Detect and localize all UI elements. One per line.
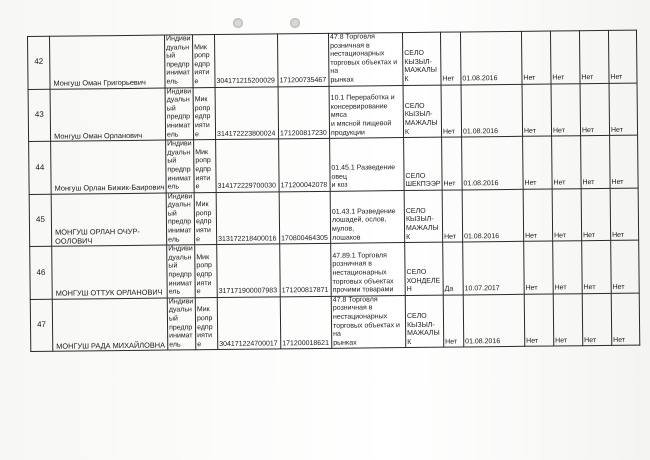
activity-cell-line: лошадей, ослов, мулов, [331, 216, 387, 233]
business-category-line: ропр [196, 262, 212, 270]
activity-cell [331, 243, 406, 296]
row-number: 46 [30, 247, 53, 300]
entity-type-line: ый [168, 262, 178, 270]
punch-hole-left [233, 18, 243, 28]
business-category-line: ияти [196, 279, 212, 287]
locality-cell-line: КЫЗЫЛ- [407, 321, 435, 329]
business-category-line: Мик [195, 148, 209, 156]
flag-cell: Нет [443, 295, 464, 348]
entrepreneur-name: Монгуш Оман Орланович [50, 88, 166, 142]
ogrn-cell: 171200817230 [278, 86, 330, 139]
business-category-line: е [196, 288, 201, 296]
entity-type-line: Индиви [167, 140, 192, 148]
entity-type [167, 245, 196, 298]
activity-cell-line: нестационарных [332, 269, 387, 277]
activity-cell-line: рынках [330, 76, 354, 84]
entity-type-line: ый [166, 105, 176, 113]
ogrn-cell: 171200735467 [277, 33, 329, 86]
business-category [195, 297, 218, 350]
entity-type [166, 140, 195, 193]
col-b-cell: Нет [551, 83, 581, 136]
col-c-cell: Нет [582, 241, 612, 294]
activity-cell-line: торговых объектах [332, 277, 394, 286]
activity-cell-line: 10.1 Переработка и [330, 94, 395, 102]
activity-cell [329, 85, 404, 138]
locality-cell-line: МАЖАЛЫ [407, 329, 440, 338]
entity-type-line: предпр [169, 323, 193, 332]
business-category [195, 245, 218, 298]
business-category-line: ропр [194, 52, 210, 60]
business-category-line: ропр [195, 157, 211, 165]
col-b-cell: Нет [550, 31, 580, 84]
ogrn-cell: 170800464305 [279, 191, 331, 244]
entity-type-line: дуальн [166, 96, 190, 104]
col-d-cell: Нет [610, 135, 639, 188]
entity-type-line: предпр [167, 218, 192, 227]
entity-type-line: ель [166, 78, 178, 86]
date-cell: 01.08.2016 [462, 189, 524, 242]
row-number: 47 [30, 299, 53, 352]
date-cell: 01.08.2016 [462, 136, 524, 189]
entity-type-line: дуальн [168, 306, 192, 314]
business-category-line: ропр [195, 209, 212, 218]
col-c-cell: Нет [582, 293, 612, 346]
business-category-line: е [194, 78, 199, 86]
inn-cell: 313172218400016 [216, 192, 280, 245]
entity-type-line: предпр [166, 113, 191, 121]
business-category-line: ропр [196, 315, 213, 323]
col-c-cell: Нет [581, 136, 611, 189]
business-category-line: е [195, 183, 200, 191]
business-category-line: едпр [194, 60, 210, 69]
row-number: 43 [28, 89, 51, 142]
col-b-cell: Нет [552, 188, 582, 241]
entity-type [167, 298, 196, 351]
locality-cell-line: СЕЛО [406, 312, 427, 321]
business-category [194, 192, 217, 245]
activity-cell-line: прочими товарами [332, 286, 394, 295]
activity-cell-line: 47.89.1 Торговля [332, 252, 387, 260]
locality-cell [403, 85, 441, 138]
business-category-line: Мик [196, 253, 210, 262]
locality-cell-line: СЕЛО [405, 207, 426, 215]
locality-cell-line: СЕЛО [404, 102, 425, 110]
col-c-cell: Нет [581, 188, 611, 241]
entity-type-line: предпр [166, 61, 190, 69]
locality-cell [405, 242, 443, 295]
business-category-line: едпр [194, 113, 211, 121]
flag-cell: Да [443, 242, 464, 295]
activity-cell-line: розничная в [332, 304, 373, 313]
entity-type [166, 192, 195, 245]
col-b-cell: Нет [552, 136, 582, 189]
entity-type-line: инимат [168, 227, 192, 235]
col-b-cell: Нет [553, 241, 583, 294]
entity-type [164, 35, 193, 88]
locality-cell [405, 295, 443, 348]
locality-cell-line: МАЖАЛЫ [404, 67, 437, 75]
col-b-cell: Нет [553, 294, 583, 347]
entity-type-line: инимат [167, 174, 191, 183]
col-c-cell: Нет [580, 83, 610, 136]
locality-cell [402, 32, 440, 85]
date-cell: 01.08.2016 [460, 31, 522, 84]
table-row [28, 30, 637, 89]
activity-cell-line: торговых объектах и на [330, 58, 398, 76]
entity-type-line: ель [168, 288, 181, 296]
entity-type-line: предпр [167, 166, 191, 174]
entity-type-line: инимат [166, 122, 191, 130]
activity-cell-line: розничная в [332, 260, 373, 269]
col-a-cell: Нет [521, 31, 551, 84]
table-row [30, 240, 639, 299]
flag-cell: Нет [442, 190, 463, 243]
col-d-cell: Нет [611, 240, 640, 293]
entrepreneur-name: МОНГУШ РАДА МИХАЙЛОВНА [52, 298, 168, 352]
col-d-cell: Нет [611, 293, 640, 346]
row-number: 45 [29, 194, 52, 247]
business-category-line: Мик [194, 96, 208, 104]
locality-cell-line: СЕЛО [405, 172, 426, 180]
business-category-line: ияти [197, 332, 213, 340]
activity-cell-line: рынках [333, 339, 357, 347]
business-category-line: ияти [194, 122, 210, 130]
business-category-line: едпр [195, 165, 211, 174]
activity-cell-line: лошаков [332, 234, 361, 242]
business-category [194, 140, 217, 193]
date-cell: 01.08.2016 [463, 294, 525, 347]
entity-type-line: ель [168, 236, 180, 244]
activity-cell [330, 190, 405, 243]
entrepreneur-name: Монгуш Орлан Бижик-Баирович [51, 140, 167, 194]
locality-cell-line: СЕЛО [404, 50, 425, 58]
row-number: 42 [28, 36, 51, 89]
entity-type-line: дуальн [168, 254, 192, 262]
col-a-cell: Нет [524, 294, 554, 347]
date-cell: 10.07.2017 [463, 242, 525, 295]
business-category-line: едпр [195, 218, 212, 226]
entity-type-line: ый [167, 157, 177, 165]
inn-cell: 304171215200029 [214, 34, 278, 87]
flag-cell: Нет [442, 137, 463, 190]
business-category-line: ропр [194, 104, 211, 112]
flag-cell: Нет [440, 32, 461, 85]
locality-cell-line: К [404, 75, 409, 84]
inn-cell: 314172223800024 [215, 86, 279, 139]
locality-cell-line: КЫЗЫЛ- [405, 216, 434, 224]
business-category [193, 87, 216, 140]
entrepreneur-name: МОНГУШ ОТТУК ОРЛАНОВИЧ [52, 245, 168, 299]
entity-type-line: дуальн [166, 43, 190, 52]
inn-cell: 314172229700030 [216, 139, 280, 192]
business-category-line: Мик [194, 43, 207, 51]
entity-type-line: Индиви [166, 87, 192, 96]
inn-cell: 304171224700017 [217, 297, 281, 350]
punch-hole-right [290, 18, 300, 28]
entity-type-line: Индиви [166, 35, 191, 43]
col-a-cell: Нет [523, 189, 553, 242]
activity-cell-line: розничная в [330, 42, 370, 50]
locality-cell-line: ХОНДЕЛЕ [406, 277, 441, 285]
entity-type-line: ый [168, 315, 178, 323]
registry-table [27, 30, 640, 353]
entrepreneur-name: МОНГУШ ОРЛАН ОЧУР-ООЛОВИЧ [51, 193, 167, 247]
table-row [28, 83, 637, 142]
business-category-line: е [197, 340, 202, 349]
flag-cell: Нет [441, 85, 462, 138]
entity-type-line: дуальн [167, 201, 191, 209]
col-a-cell: Нет [523, 136, 553, 189]
entity-type-line: Индиви [168, 245, 193, 253]
locality-cell-line: МАЖАЛЫ [404, 119, 438, 127]
entity-type-line: ый [166, 52, 176, 60]
business-category-line: ияти [194, 69, 210, 77]
date-cell: 01.08.2016 [461, 84, 523, 137]
activity-cell-line: консервирование мяса [330, 102, 388, 120]
activity-cell-line: продукции [330, 128, 365, 137]
activity-cell-line: нестационарных [330, 50, 385, 59]
activity-cell [331, 295, 406, 348]
entity-type-line: предпр [168, 271, 192, 279]
activity-cell-line: 47.8 Торговля [332, 296, 378, 304]
activity-cell-line: 01.43.1 Разведение [331, 208, 396, 216]
entity-type-line: ель [167, 130, 179, 139]
col-c-cell: Нет [579, 30, 609, 83]
activity-cell-line: нестационарных [332, 313, 388, 321]
ogrn-cell: 171200042078 [279, 138, 331, 191]
table-row [29, 188, 638, 247]
activity-cell-line: и мясной пищевой [330, 120, 392, 128]
business-category [192, 35, 215, 88]
col-d-cell: Нет [608, 30, 637, 83]
locality-cell-line: КЫЗЫЛ- [404, 111, 433, 119]
locality-cell-line: К [406, 233, 411, 241]
locality-cell [404, 137, 442, 190]
row-number: 44 [29, 141, 52, 194]
business-category-line: Мик [196, 306, 210, 314]
ogrn-cell: 171200018621 [280, 296, 332, 349]
locality-cell-line: К [407, 338, 412, 346]
locality-cell-line: СЕЛО [406, 268, 427, 277]
entity-type-line: ель [169, 341, 181, 349]
col-d-cell: Нет [610, 188, 639, 241]
col-a-cell: Нет [524, 241, 554, 294]
activity-cell-line: и коз [331, 181, 348, 189]
entity-type-line: Индиви [167, 192, 193, 201]
activity-cell [328, 33, 403, 86]
registry-table-body [28, 30, 640, 352]
col-a-cell: Нет [522, 84, 552, 137]
locality-cell-line: МАЖАЛЫ [406, 224, 439, 233]
col-d-cell: Нет [609, 83, 638, 136]
locality-cell-line: К [404, 128, 410, 136]
entity-type [165, 87, 194, 140]
entity-type-line: ель [167, 183, 180, 191]
business-category-line: е [196, 235, 201, 243]
entity-type-line: Индиви [168, 298, 194, 306]
business-category-line: едпр [196, 271, 213, 279]
business-category-line: е [195, 130, 199, 138]
locality-cell-line: КЫЗЫЛ- [404, 58, 432, 66]
entity-type-line: инимат [168, 279, 193, 288]
entity-type-line: инимат [169, 332, 193, 340]
activity-cell-line: торговых объектах и на [333, 321, 400, 338]
business-category-line: Мик [195, 201, 209, 209]
business-category-line: ияти [195, 174, 211, 182]
business-category-line: ияти [196, 227, 211, 235]
locality-cell [404, 190, 442, 243]
activity-cell-line: 01.45.1 Разведение овец [331, 164, 396, 181]
entity-type-line: инимат [166, 69, 190, 77]
entity-type-line: ый [167, 210, 177, 218]
activity-cell [330, 138, 405, 191]
table-row [29, 135, 638, 194]
ogrn-cell: 171200817871 [280, 244, 332, 297]
activity-cell-line: 47.8 Торговля [329, 33, 375, 41]
inn-cell: 317171900007983 [217, 244, 281, 297]
entrepreneur-name: Монгуш Оман Григорьевич [50, 35, 166, 89]
locality-cell-line: ШЕКПЭЭР [405, 180, 441, 189]
locality-cell-line: Н [406, 286, 412, 294]
business-category-line: едпр [197, 323, 213, 331]
entity-type-line: дуальн [167, 149, 191, 157]
table-row [30, 293, 639, 352]
